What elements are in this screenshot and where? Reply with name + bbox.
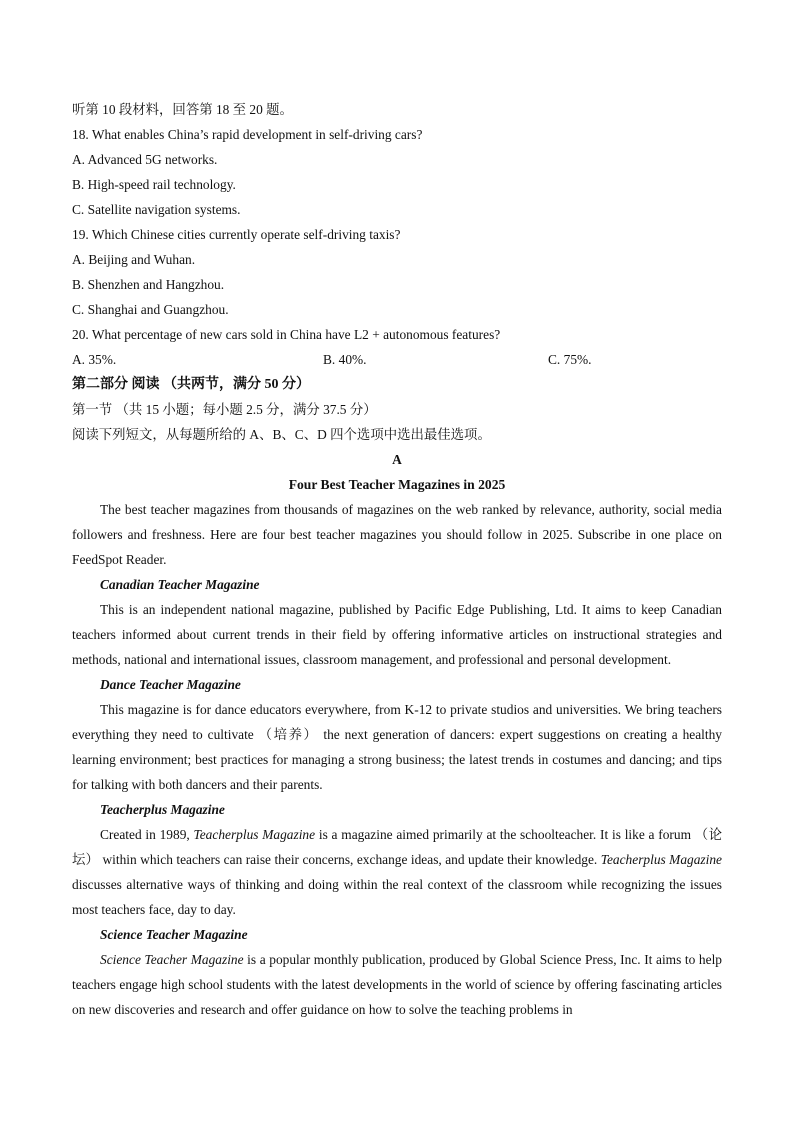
passage-letter: A — [392, 452, 402, 467]
question-20: 20. What percentage of new cars sold in China have L2 + autonomous features? — [72, 327, 501, 342]
m3-text-2: is a magazine aimed primarily at the schoolteacher. It is like a forum （论坛） within which teachers can raise their concerns, exchange ideas, and update their knowledge. — [72, 827, 722, 867]
passage-title: Four Best Teacher Magazines in 2025 — [288, 477, 506, 492]
question-19: 19. Which Chinese cities currently operate self-driving taxis? — [72, 227, 401, 242]
option-20-b: B. 40%. — [323, 352, 367, 367]
m3-text-1: Created in 1989, — [100, 827, 194, 842]
options-20 — [72, 347, 722, 372]
magazine-4-text — [72, 947, 722, 1022]
m4-name: Science Teacher Magazine — [100, 952, 244, 967]
magazine-4-title: Science Teacher Magazine — [100, 927, 248, 942]
section-one-title: 第一节 （共 15 小题；每小题 2.5 分，满分 37.5 分） — [72, 402, 377, 417]
magazine-2-text: This magazine is for dance educators everywhere, from K-12 to private studios and universities. We bring teachers everything they need to cultivate （培养） the next generation of dancers: expert suggestions on creating a healthy learning environment; best practices for managing a strong business; the latest trends in costumes and dancing; and tips for talking with both dancers and their parents. — [72, 702, 722, 792]
option-18-a: A. Advanced 5G networks. — [72, 152, 218, 167]
option-19-c: C. Shanghai and Guangzhou. — [72, 302, 229, 317]
reading-instruction: 阅读下列短文，从每题所给的 A、B、C、D 四个选项中选出最佳选项。 — [72, 427, 491, 442]
intro-paragraph: The best teacher magazines from thousands of magazines on the web ranked by relevance, authority, social media followers and freshness. Here are four best teacher magazines you should follow in 2025. Subscribe in one place on FeedSpot Reader. — [72, 502, 722, 567]
magazine-3-text — [72, 822, 722, 922]
question-18: 18. What enables China’s rapid development in self-driving cars? — [72, 127, 423, 142]
magazine-3-title: Teacherplus Magazine — [100, 802, 225, 817]
magazine-1-text: This is an independent national magazine, published by Pacific Edge Publishing, Ltd. It aims to keep Canadian teachers informed about current trends in their field by offering informative articles on instructional strategies and methods, national and international issues, classroom management, and professional and personal development. — [72, 602, 722, 667]
m3-name-2: Teacherplus Magazine — [600, 852, 722, 867]
option-18-c: C. Satellite navigation systems. — [72, 202, 241, 217]
part-two-title: 第二部分 阅读 （共两节，满分 50 分） — [72, 377, 310, 392]
document-page — [72, 97, 722, 1022]
m3-name: Teacherplus Magazine — [193, 827, 316, 842]
option-20-c: C. 75%. — [548, 352, 592, 367]
listening-intro: 听第 10 段材料，回答第 18 至 20 题。 — [72, 102, 293, 117]
magazine-2-title: Dance Teacher Magazine — [100, 677, 241, 692]
option-19-b: B. Shenzhen and Hangzhou. — [72, 277, 225, 292]
option-19-a: A. Beijing and Wuhan. — [72, 252, 196, 267]
option-20-a: A. 35%. — [72, 352, 117, 367]
option-18-b: B. High-speed rail technology. — [72, 177, 236, 192]
m4-text: is a popular monthly publication, produced by Global Science Press, Inc. It aims to help teachers engage high school students with the latest developments in the world of science by offering fascinating articles on new discoveries and research and offer guidance on how to solve the teaching problems in — [72, 952, 722, 1017]
magazine-1-title: Canadian Teacher Magazine — [100, 577, 260, 592]
m3-text-3: discusses alternative ways of thinking and doing within the real context of the classroom while recognizing the issues most teachers face, day to day. — [72, 877, 722, 917]
